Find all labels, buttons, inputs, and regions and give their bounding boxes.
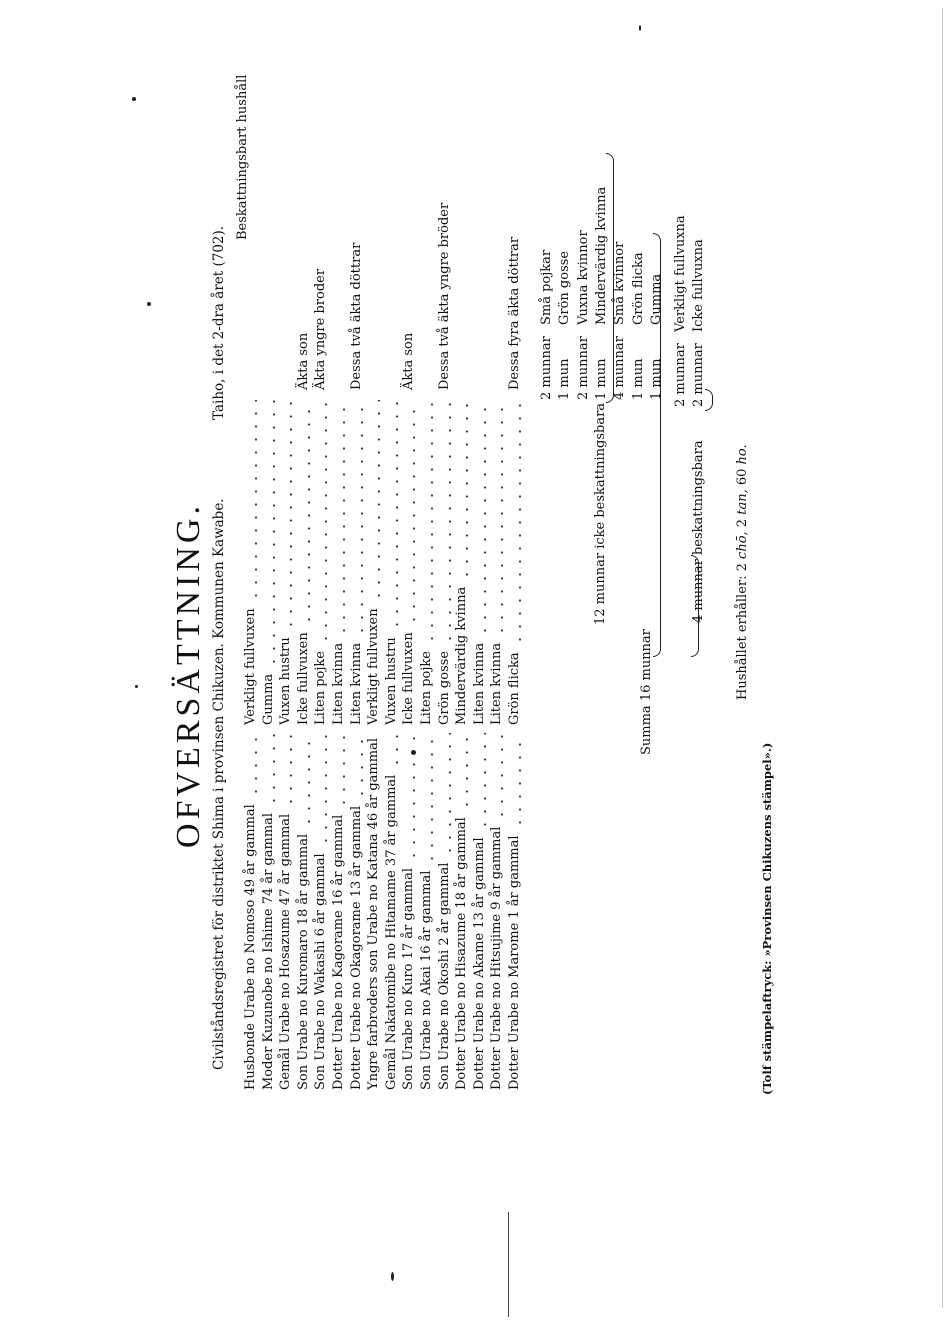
leader-dots xyxy=(245,733,257,798)
breakdown-label: Gumma xyxy=(648,273,664,325)
leader-dots xyxy=(333,733,345,809)
member-category: Icke fullvuxen xyxy=(401,632,417,725)
date-header: Taiho, i det 2-dra året (702). xyxy=(211,225,227,420)
breakdown-label: Verkligt fullvuxna xyxy=(673,215,688,332)
breakdown-count: 2 munnar xyxy=(539,336,554,400)
register-header: Civilståndsregistret för distriktet Shima i provinsen Chikuzen. Kommunen Kawabe. xyxy=(211,498,227,1070)
leader-dots xyxy=(280,400,292,631)
member-name: Dotter Urabe no Kagorame 16 år gammal xyxy=(331,814,346,1090)
leader-dots xyxy=(491,400,503,637)
allowance-line xyxy=(734,444,752,700)
leader-dots xyxy=(456,733,468,811)
taxable-summary: 4 munnar beskattningsbara xyxy=(691,440,706,623)
allowance-unit-ho: ho. xyxy=(735,444,750,465)
page-edge xyxy=(942,8,943,1308)
leader-dots xyxy=(456,400,468,581)
allowance-unit-cho: chō, xyxy=(735,531,750,559)
member-name: Dotter Urabe no Hitsujime 9 år gammal xyxy=(489,826,505,1090)
member-name: Son Urabe no Wakashi 6 år gammal xyxy=(313,853,329,1090)
member-category: Icke fullvuxen xyxy=(295,632,311,725)
leader-dots xyxy=(315,733,327,847)
leader-dots xyxy=(386,733,398,769)
leader-dots xyxy=(263,400,275,668)
breakdown-count: 1 mun xyxy=(648,358,664,400)
leader-dots xyxy=(280,733,292,808)
member-relation: Äkta son xyxy=(295,332,311,390)
breakdown-count: 1 mun xyxy=(557,358,573,400)
breakdown-count: 4 munnar xyxy=(612,336,628,400)
breakdown-label: Små kvinnor xyxy=(612,241,628,325)
leader-dots xyxy=(263,733,275,807)
member-category: Mindervärdig kvinna xyxy=(454,586,470,725)
scan-speck xyxy=(639,25,641,31)
breakdown-label: Grön gosse xyxy=(557,250,573,325)
member-category: Liten pojke xyxy=(419,651,434,725)
member-category: Liten kvinna xyxy=(348,642,364,725)
member-name: Husbonde Urabe no Nomoso 49 år gammal xyxy=(243,804,258,1090)
breakdown-label: Små pojkar xyxy=(539,249,554,325)
member-category: Verkligt fullvuxen xyxy=(366,608,382,725)
member-name: Son Urabe no Kuro 17 år gammal xyxy=(401,867,417,1090)
member-name: Gemål Nakatomibe no Hitamame 37 år gammal xyxy=(383,774,399,1090)
scan-speck xyxy=(135,685,138,688)
non-taxable-summary: 12 munnar icke beskattningsbara xyxy=(593,402,608,625)
allowance-ho-count: 60 xyxy=(735,468,750,490)
member-name: Son Urabe no Okoshi 2 år gammal xyxy=(436,862,452,1090)
member-category: Liten kvinna xyxy=(471,642,487,725)
leader-dots xyxy=(298,733,310,828)
breakdown-count: 2 munnar xyxy=(691,343,706,407)
scan-speck xyxy=(132,97,136,101)
breakdown-count: 1 mun xyxy=(593,358,609,400)
allowance-prefix: Hushållet erhåller: 2 xyxy=(735,563,750,700)
leader-dots xyxy=(333,400,345,637)
leader-dots xyxy=(351,733,363,800)
scan-line xyxy=(508,1212,509,1317)
member-name: Gemål Urabe no Hosazume 47 år gammal xyxy=(278,813,294,1090)
leader-dots xyxy=(368,400,380,602)
leader-dots xyxy=(351,400,363,637)
breakdown-count: 2 munnar xyxy=(575,336,591,400)
leader-dots xyxy=(491,733,503,821)
member-name: Son Urabe no Kuromaro 18 år gammal xyxy=(295,833,311,1090)
member-category: Liten kvinna xyxy=(489,642,505,725)
household-note: Beskattningsbart hushåll xyxy=(235,74,250,240)
leader-dots xyxy=(298,400,310,626)
member-relation: Dessa två äkta döttrar xyxy=(348,242,364,390)
member-name: Son Urabe no Akai 16 år gammal xyxy=(419,870,434,1090)
breakdown-count: 2 munnar xyxy=(673,343,688,407)
allowance-unit-tan: tan, xyxy=(735,489,750,515)
member-category: Grön flicka xyxy=(507,652,522,725)
leader-dots xyxy=(421,733,433,865)
member-name: Dotter Urabe no Okagorame 13 år gammal xyxy=(348,805,364,1090)
leader-dots xyxy=(439,733,451,857)
leader-dots xyxy=(421,400,433,645)
breakdown-label: Vuxna kvinnor xyxy=(575,230,591,325)
stamp-footnote: (Tolf stämpelaftryck: »Provinsen Chikuzens stämpel».) xyxy=(760,742,774,1095)
member-category: Liten pojke xyxy=(313,651,329,725)
member-relation: Dessa två äkta yngre bröder xyxy=(436,202,452,390)
member-name: Moder Kuzunobe no Ishime 74 år gammal xyxy=(260,812,276,1090)
summary-total: Summa 16 munnar xyxy=(639,629,654,755)
leader-dots xyxy=(315,400,327,645)
member-name: Yngre farbroders son Urabe no Katana 46 år gammal xyxy=(366,738,382,1090)
member-category: Liten kvinna xyxy=(331,642,346,725)
leader-dots xyxy=(439,400,451,645)
member-category: Grön gosse xyxy=(436,650,452,725)
member-category: Vuxen hustru xyxy=(383,637,399,725)
breakdown-label: Mindervärdig kvinna xyxy=(593,186,609,325)
member-name: Dotter Urabe no Marome 1 år gammal xyxy=(507,835,522,1090)
breakdown-label: Icke fullvuxna xyxy=(691,239,706,332)
member-category: Gumma xyxy=(260,673,276,725)
leader-dots xyxy=(474,400,486,637)
leader-dots xyxy=(245,400,257,602)
breakdown-label: Grön flicka xyxy=(630,252,646,325)
document-title: OFVERSÄTTNING. xyxy=(170,502,207,848)
member-name: Dotter Urabe no Hisazume 18 år gammal xyxy=(454,817,470,1090)
member-relation: Äkta son xyxy=(401,332,417,390)
leader-dots xyxy=(474,733,486,831)
scan-speck xyxy=(391,1272,394,1281)
member-relation: Äkta yngre broder xyxy=(313,268,329,390)
scan-speck xyxy=(147,302,151,306)
member-relation: Dessa fyra äkta döttrar xyxy=(507,236,522,390)
member-name: Dotter Urabe no Akame 13 år gammal xyxy=(471,837,487,1090)
member-category: Verkligt fullvuxen xyxy=(243,608,258,725)
breakdown-count: 1 mun xyxy=(630,358,646,400)
leader-dots xyxy=(509,400,521,646)
allowance-tan-count: 2 xyxy=(735,518,750,532)
scan-speck xyxy=(411,750,416,755)
leader-dots xyxy=(509,733,521,829)
member-category: Vuxen hustru xyxy=(278,637,294,725)
leader-dots xyxy=(403,400,415,626)
leader-dots xyxy=(386,400,398,631)
